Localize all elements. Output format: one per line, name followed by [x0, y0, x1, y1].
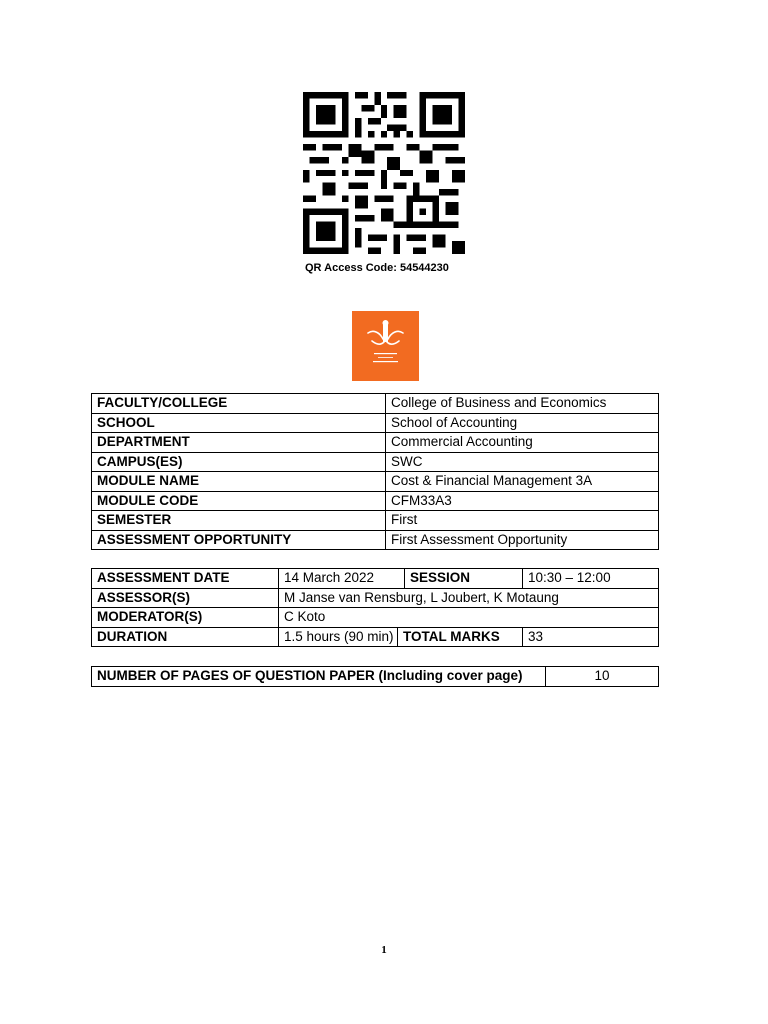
semester-value: First	[386, 511, 659, 531]
semester-label: SEMESTER	[92, 511, 386, 531]
moderators-label: MODERATOR(S)	[92, 608, 279, 628]
school-label: SCHOOL	[92, 413, 386, 433]
module-code-label: MODULE CODE	[92, 491, 386, 511]
table-row	[92, 569, 659, 589]
page-number: 1	[381, 944, 387, 956]
total-marks-label: TOTAL MARKS	[398, 627, 523, 647]
university-crest-icon	[352, 311, 419, 381]
module-name-value: Cost & Financial Management 3A	[386, 472, 659, 492]
table-row	[92, 608, 659, 628]
module-info-table	[91, 393, 659, 550]
module-name-label: MODULE NAME	[92, 472, 386, 492]
table-row	[92, 588, 659, 608]
assessment-date-value: 14 March 2022	[279, 569, 405, 589]
module-code-value: CFM33A3	[386, 491, 659, 511]
pages-table	[91, 666, 659, 687]
assessment-opportunity-value: First Assessment Opportunity	[386, 530, 659, 550]
table-row	[92, 530, 659, 550]
department-label: DEPARTMENT	[92, 433, 386, 453]
session-value: 10:30 – 12:00	[523, 569, 659, 589]
campus-value: SWC	[386, 452, 659, 472]
assessors-label: ASSESSOR(S)	[92, 588, 279, 608]
pages-value: 10	[546, 667, 659, 687]
duration-value: 1.5 hours (90 min)	[279, 627, 398, 647]
qr-code-icon	[303, 92, 465, 254]
session-label: SESSION	[405, 569, 523, 589]
pages-label: NUMBER OF PAGES OF QUESTION PAPER (Including cover page)	[92, 667, 546, 687]
faculty-value: College of Business and Economics	[386, 394, 659, 414]
table-row	[92, 491, 659, 511]
table-row	[92, 394, 659, 414]
school-value: School of Accounting	[386, 413, 659, 433]
qr-access-code: QR Access Code: 54544230	[305, 262, 449, 274]
total-marks-value: 33	[523, 627, 659, 647]
table-row	[92, 472, 659, 492]
department-value: Commercial Accounting	[386, 433, 659, 453]
table-row	[92, 667, 659, 687]
duration-label: DURATION	[92, 627, 279, 647]
assessment-opportunity-label: ASSESSMENT OPPORTUNITY	[92, 530, 386, 550]
assessment-date-label: ASSESSMENT DATE	[92, 569, 279, 589]
university-logo	[352, 311, 419, 381]
assessment-table	[91, 568, 659, 647]
assessors-value: M Janse van Rensburg, L Joubert, K Motaung	[279, 588, 659, 608]
campus-label: CAMPUS(ES)	[92, 452, 386, 472]
qr-code	[303, 92, 465, 254]
moderators-value: C Koto	[279, 608, 659, 628]
table-row	[92, 433, 659, 453]
faculty-label: FACULTY/COLLEGE	[92, 394, 386, 414]
table-row	[92, 627, 659, 647]
table-row	[92, 511, 659, 531]
table-row	[92, 452, 659, 472]
table-row	[92, 413, 659, 433]
